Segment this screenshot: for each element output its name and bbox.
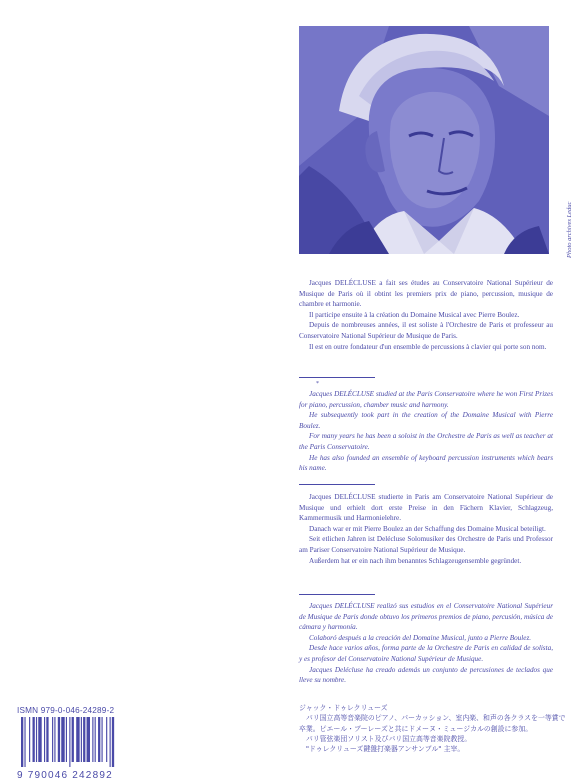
paragraph: Depuis de nombreuses années, il est soliste à l'Orchestre de Paris et professeur au Conservatoire National Supérieur de Musique de Paris. — [299, 321, 553, 340]
paragraph: "ドゥレクリューズ鍵盤打楽器アンサンブル" 主宰。 — [299, 745, 465, 754]
paragraph: Jacques DELÉCLUSE realizó sus estudios en el Conservatoire National Supérieur de Musique de Paris donde obtuvo los primeros premios de piano, percusión, música de cámara y harmonía. — [299, 602, 553, 632]
paragraph: ジャック・ドゥレクリューズ — [299, 704, 388, 712]
paragraph: Außerdem hat er ein nach ihm benanntes Schlagzeugensemble gegründet. — [309, 556, 522, 565]
paragraph: For many years he has been a soloist in the Orchestre de Paris as well as teacher at the Paris Conservatoire. — [299, 432, 553, 451]
english-biography — [299, 389, 553, 474]
paragraph: Jacques Delécluse ha creado además un conjunto de percusiones de teclados que lleve su nombre. — [299, 665, 553, 685]
german-biography — [299, 492, 553, 566]
paragraph: Jacques DELÉCLUSE studied at the Paris Conservatoire where he won First Prizes for piano, percussion, chamber music and harmony. — [299, 390, 553, 409]
portrait-photo — [299, 26, 549, 254]
paragraph: パリ国立高等音楽院のピアノ、パーカッション、室内楽、和声の各クラスを一等賞で卒業。ピエール・ブーレーズと共にドメーヌ・ミュージカルの創設に参加。 — [299, 714, 566, 733]
paragraph: Jacques DELÉCLUSE studierte in Paris am Conservatoire National Supérieur de Musique und erhielt dort erste Preise in den Fächern Klavier, Schlagzeug, Kammermusik und Harmonielehre. — [299, 493, 553, 523]
spanish-biography — [299, 601, 553, 686]
paragraph: Colaboró después a la creación del Domaine Musical, junto a Pierre Boulez. — [309, 633, 532, 642]
ornament-mark: * — [316, 381, 319, 387]
paragraph: Il est en outre fondateur d'un ensemble de percussions à clavier qui porte son nom. — [309, 342, 547, 351]
divider — [299, 594, 375, 595]
paragraph: Desde hace varios años, forma parte de la Orchestre de Paris en calidad de solista, y es profesor del Conservatoire National Supérieur de Musique. — [299, 644, 553, 663]
paragraph: パリ管弦楽団ソリスト及びパリ国立高等音楽院教授。 — [299, 734, 472, 743]
paragraph: Danach war er mit Pierre Boulez an der Schaffung des Domaine Musical beteiligt. — [309, 524, 546, 533]
japanese-biography — [299, 703, 569, 754]
photo-credit: Photo archives Leduc — [566, 201, 573, 258]
ismn-code: ISMN 979-0-046-24289-2 — [17, 706, 115, 715]
divider — [299, 377, 375, 378]
paragraph: He has also founded an ensemble of keyboard percussion instruments which bears his name. — [299, 453, 553, 473]
divider — [299, 484, 375, 485]
paragraph: He subsequently took part in the creation of the Domaine Musical with Pierre Boulez. — [299, 411, 553, 430]
barcode — [17, 717, 167, 767]
ismn-block — [17, 706, 185, 781]
paragraph: Seit etlichen Jahren ist Delécluse Solomusiker des Orchestre de Paris und Professor am Pariser Conservatoire National Supérieur de Musique. — [299, 535, 553, 554]
paragraph: Il participe ensuite à la création du Domaine Musical avec Pierre Boulez. — [309, 310, 520, 319]
french-biography — [299, 278, 553, 352]
paragraph: Jacques DELÉCLUSE a fait ses études au Conservatoire National Supérieur de Musique de Paris où il obtint les premiers prix de piano, percussion, musique de chambre et harmonie. — [299, 279, 553, 309]
barcode-digits: 9 790046 242892 — [17, 770, 113, 781]
